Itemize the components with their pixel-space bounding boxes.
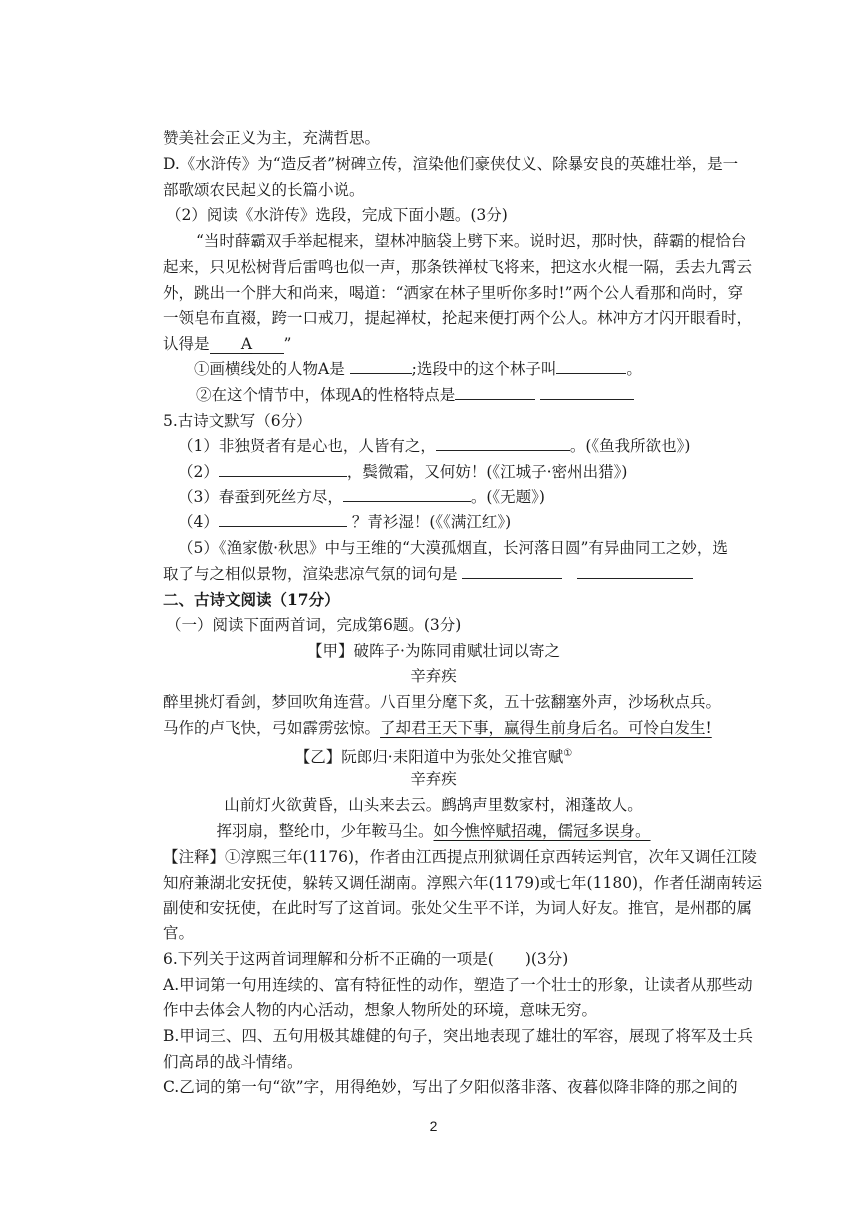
q2-prompt: ②在这个情节中，体现A的性格特点是: [196, 386, 456, 404]
q5-item-4: [178, 511, 511, 533]
poem-a-title: 【甲】破阵子·为陈同甫赋壮词以寄之: [307, 642, 560, 660]
q5-item-5-line2: [163, 563, 693, 585]
q6-option-line: C.乙词的第一句“欲”字，用得绝妙，写出了夕阳似落非落、夜暮似降非降的那之间的: [163, 1078, 738, 1096]
q5-item-1: [178, 435, 690, 457]
answer-blank-q5-2[interactable]: [219, 462, 347, 477]
page-number: 2: [429, 1118, 438, 1134]
q5-item-3-post: 。(《无题》): [470, 488, 545, 506]
note-line: 副使和安抚使，在此时写了这首词。张处父生平不详，为词人好友。推官，是州郡的属: [163, 899, 753, 917]
excerpt-line: 起来，只见松树背后雷鸣也似一声，那条铁禅杖飞将来，把这水火棍一隔，丢去九霄云: [163, 258, 753, 276]
excerpt-line: 外，跳出一个胖大和尚来，喝道：“洒家在林子里听你多时!”两个公人看那和尚时，穿: [163, 284, 744, 302]
q6-option-line: A.甲词第一句用连续的、富有特征性的动作，塑造了一个壮士的形象，让读者从那些动: [163, 976, 753, 994]
q5-item-3: [178, 486, 545, 508]
answer-blank-trait-2[interactable]: [540, 385, 634, 400]
q1-prompt-b: ;选段中的这个林子叫: [411, 360, 557, 378]
q5-item-3-pre: （3）春蚕到死丝方尽，: [178, 488, 343, 506]
excerpt-line: 一领皂布直裰，跨一口戒刀，提起禅杖，抡起来便打两个公人。林冲方才闪开眼看时，: [163, 309, 753, 327]
poem-b-author: 辛弃疾: [410, 770, 457, 788]
question-5-heading: 5.古诗文默写（6分）: [163, 412, 312, 430]
poem-a-line1: 醉里挑灯看剑，梦回吹角连营。八百里分麾下炙，五十弦翻塞外声，沙场秋点兵。: [163, 693, 722, 711]
answer-blank-q5-5b[interactable]: [577, 564, 693, 579]
excerpt-end-prefix: 认得是: [163, 335, 210, 353]
answer-blank-q5-4[interactable]: [219, 512, 347, 527]
poem-a-line2-underlined: 了却君王天下事，赢得生前身后名。可怜白发生!: [380, 719, 712, 737]
section-2-sub1: （一）阅读下面两首词，完成第6题。(3分): [166, 616, 462, 634]
text-line: 赞美社会正义为主，充满哲思。: [163, 129, 381, 147]
poem-b-line2-underlined: 如今憔悴赋招魂，儒冠多误身。: [433, 822, 651, 840]
poem-b-footnote-mark: ①: [563, 748, 573, 759]
question-2-line: [196, 384, 634, 406]
q5-item-5-line1: （5）《渔家傲·秋思》中与王维的“大漠孤烟直，长河落日圆”有异曲同工之妙，选: [178, 539, 728, 557]
answer-blank-q5-3[interactable]: [343, 487, 471, 502]
q1-prompt-a: ①画横线处的人物A是: [194, 360, 345, 378]
q5-item-2-post: ，鬓微霜，又何妨！(《江城子·密州出猎》): [346, 463, 628, 481]
answer-blank-q5-5a[interactable]: [462, 564, 562, 579]
q5-item-4-pre: （4）: [178, 513, 219, 531]
answer-blank-forest[interactable]: [556, 359, 626, 374]
note-line: 知府兼湖北安抚使，躲转又调任湖南。淳熙六年(1179)或七年(1180)，作者任湖南转运: [163, 874, 763, 892]
note-line: 【注释】①淳熙三年(1176)，作者由江西提点刑狱调任京西转运判官，次年又调任江陵: [163, 848, 758, 866]
poem-b-title: [0, 743, 867, 768]
subquestion-2-heading: （2）阅读《水浒传》选段，完成下面小题。(3分): [166, 206, 508, 224]
q5-item-4-post: ？青衫湿！(《《满江红》): [351, 513, 512, 531]
poem-a-line2: [163, 717, 712, 739]
answer-blank-trait-1[interactable]: [455, 385, 535, 400]
q5-item-1-pre: （1）非独贤者有是心也，人皆有之，: [178, 437, 436, 455]
q6-option-line: B.甲词三、四、五句用极其雄健的句子，突出地表现了雄壮的军容，展现了将军及士兵: [163, 1027, 753, 1045]
poem-b-line2-plain: 挥羽扇，整纶巾，少年鞍马尘。: [216, 822, 434, 840]
question-1-line: [194, 358, 642, 380]
excerpt-end-suffix: ”: [283, 335, 292, 353]
excerpt-end: [163, 333, 291, 355]
poem-a-line2-plain: 马作的卢飞快，弓如霹雳弦惊。: [163, 719, 381, 737]
poem-a-author: 辛弃疾: [410, 667, 457, 685]
question-6-stem: 6.下列关于这两首词理解和分析不正确的一项是( )(3分): [163, 950, 569, 968]
q6-option-line: 作中去体会人物的内心活动，想象人物所处的环境，意味无穷。: [163, 1001, 598, 1019]
answer-blank-person[interactable]: [350, 359, 412, 374]
answer-blank-a[interactable]: A: [210, 335, 284, 354]
excerpt-line: “当时薛霸双手举起棍来，望林冲脑袋上劈下来。说时迟，那时快，薛霸的棍恰台: [196, 232, 747, 250]
poem-b-line2: [0, 820, 867, 842]
option-d-line1: D.《水浒传》为“造反者”树碑立传，渲染他们豪侠仗义、除暴安良的英雄壮举，是一: [163, 155, 739, 173]
q5-item-1-post: 。(《鱼我所欲也》): [569, 437, 691, 455]
q5-item-2-pre: （2）: [178, 463, 219, 481]
answer-blank-q5-1[interactable]: [436, 436, 570, 451]
poem-b-title-text: 【乙】阮郎归·耒阳道中为张处父推官赋: [294, 748, 564, 767]
option-d-line2: 部歌颂农民起义的长篇小说。: [163, 181, 365, 199]
q6-option-line: 们高昂的战斗情绪。: [163, 1053, 303, 1071]
note-line: 官。: [163, 924, 195, 942]
section-2-heading: 二、古诗文阅读（17分）: [163, 590, 340, 609]
q1-prompt-c: 。: [626, 360, 642, 378]
poem-b-line1: 山前灯火欲黄昏，山头来去云。鹧鸪声里数家村，湘蓬故人。: [224, 796, 643, 814]
q5-item-2: [178, 461, 627, 483]
q5-item-5-prompt: 取了与之相似景物，渲染悲凉气氛的词句是: [163, 565, 458, 583]
